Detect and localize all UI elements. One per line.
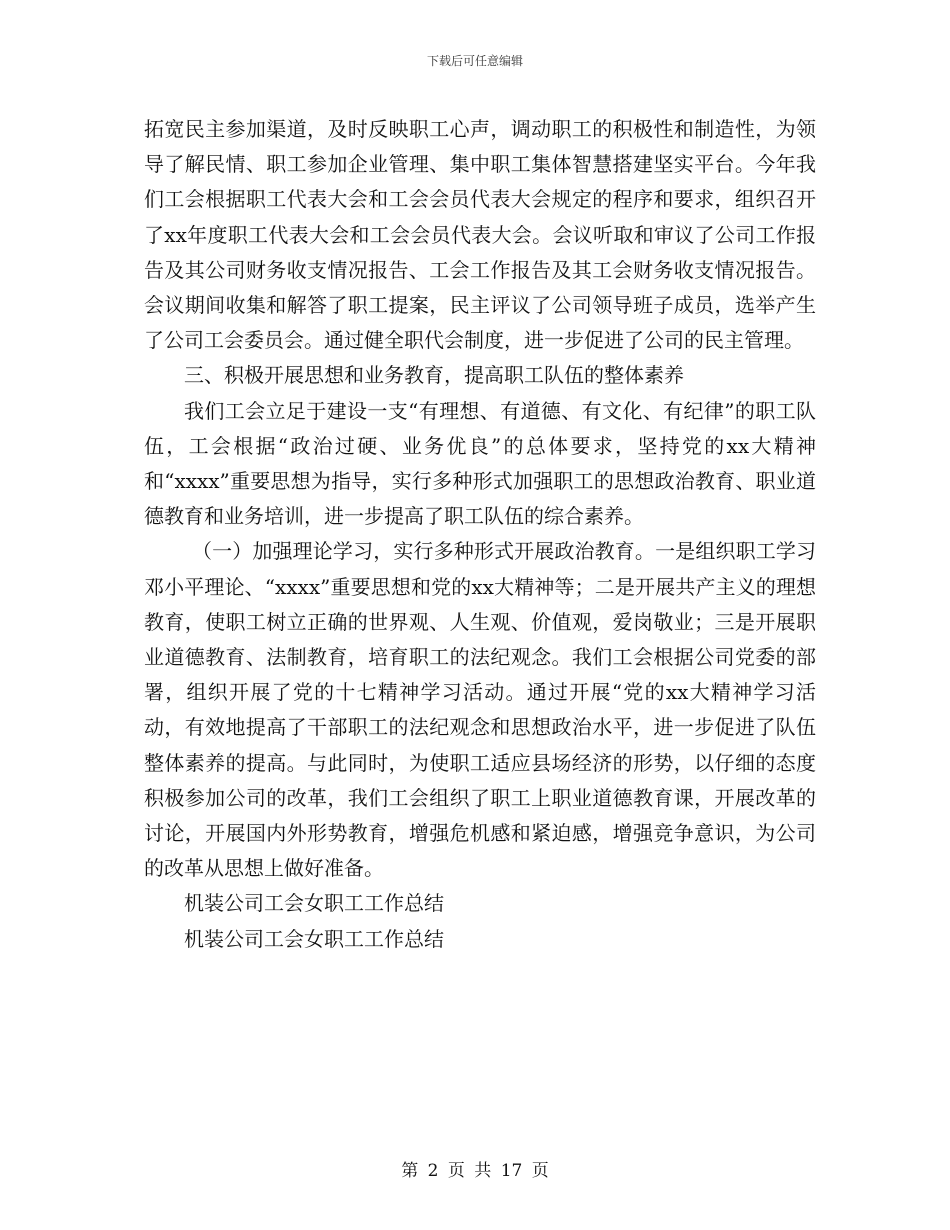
page-number-footer: 第 2 页 共 17 页 (401, 1161, 549, 1181)
section-heading-three: 三、积极开展思想和业务教育，提高职工队伍的整体素养 (184, 363, 684, 388)
paragraph-theory-study: （一）加强理论学习，实行多种形式开展政治教育。一是组织职工学习邓小平理论、“xxxx”重要思想和党的xx大精神等；二是开展共产主义的理想教育，使职工树立正确的世界观、人生观、价值观，爱岗敬业；三是开展职业道德教育、法制教育，培育职工的法纪观念。我们工会根据公司党委的部署，组织开展了党的十七精神学习活动。通过开展“党的xx大精神学习活动，有效地提高了干部职工的法纪观念和思想政治水平，进一步促进了队伍整体素养的提高。与此同时，为使职工适应县场经济的形势，以仔细的态度积极参加公司的改革，我们工会组织了职工上职业道德教育课，开展改革的讨论，开展国内外形势教育，增强危机感和紧迫感，增强竞争意识，为公司的改革从思想上做好准备。 (144, 539, 816, 881)
document-title-2: 机装公司工会女职工工作总结 (184, 926, 444, 951)
page-header: 下载后可任意编辑 (426, 54, 523, 68)
document-body (144, 112, 816, 957)
paragraph-democratic-participation: 拓宽民主参加渠道，及时反映职工心声，调动职工的积极性和制造性，为领导了解民情、职工参加企业管理、集中职工集体智慧搭建坚实平台。今年我们工会根据职工代表大会和工会会员代表大会规定的程序和要求，组织召开了xx年度职工代表大会和工会会员代表大会。会议听取和审议了公司工作报告及其公司财务收支情况报告、工会工作报告及其工会财务收支情况报告。会议期间收集和解答了职工提案，民主评议了公司领导班子成员，选举产生了公司工会委员会。通过健全职代会制度，进一步促进了公司的民主管理。 (144, 117, 816, 353)
document-title-1: 机装公司工会女职工工作总结 (184, 891, 444, 916)
paragraph-workforce-building: 我们工会立足于建设一支“有理想、有道德、有文化、有纪律”的职工队伍，工会根据“政治过硬、业务优良”的总体要求，坚持党的xx大精神和“xxxx”重要思想为指导，实行多种形式加强职工的思想政治教育、职业道德教育和业务培训，进一步提高了职工队伍的综合素养。 (144, 398, 816, 529)
